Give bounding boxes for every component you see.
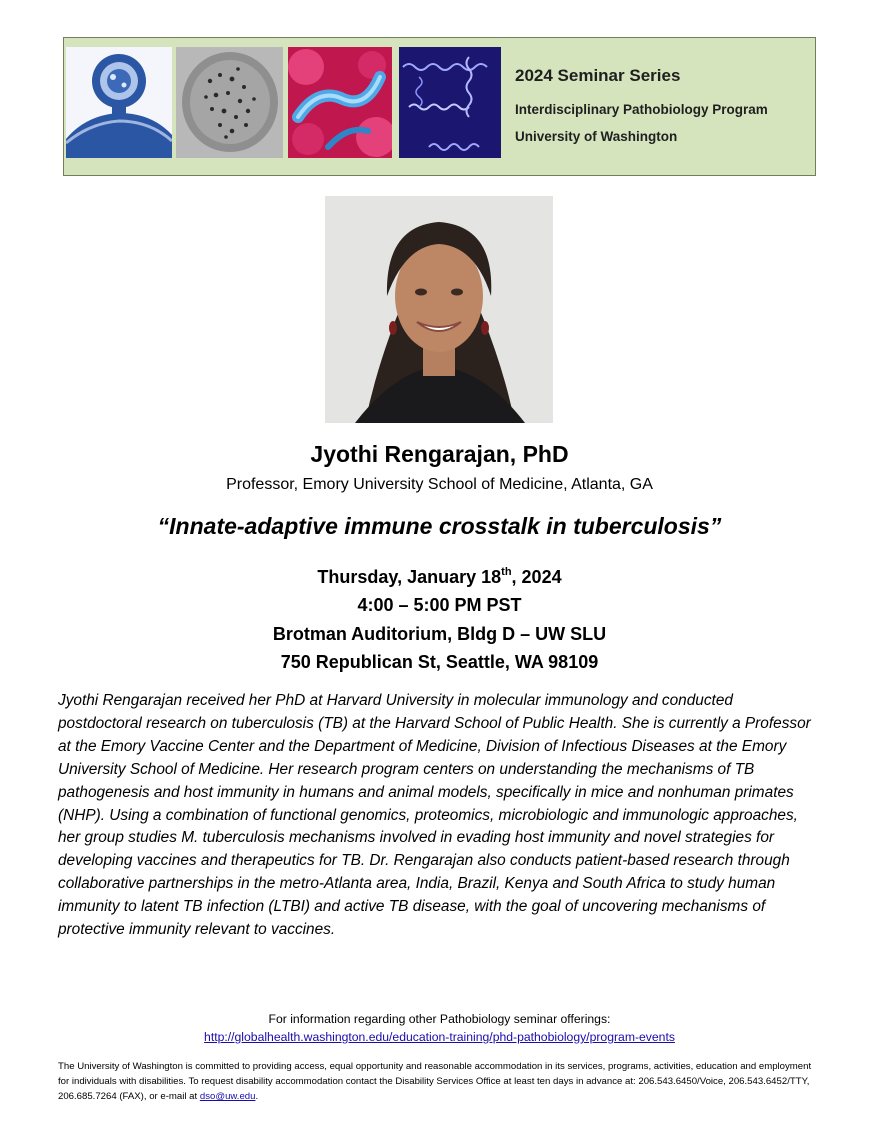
info-label: For information regarding other Pathobiology seminar offerings: bbox=[268, 1012, 611, 1026]
event-date-main: Thursday, January 18 bbox=[317, 567, 502, 587]
disclaimer-end: . bbox=[255, 1091, 259, 1102]
speaker-bio: Jyothi Rengarajan received her PhD at Harvard University in molecular immunology and conducted postdoctoral research on tuberculosis (TB) at the Harvard School of Public Health. She is currently a Professor at the Emory Vaccine Center and the Department of Medicine, Division of Infectious Diseases at the Emory University School of Medicine. Her research program centers on understanding the mechanisms of TB pathogenesis and host immunity in humans and animal models, specifically in mice and nonhuman primates (NHP). Using a combination of functional genomics, proteomics, microbiologic and immunologic approaches, her group studies M. tuberculosis mechanisms involved in evading host immunity and novel strategies for developing vaccines and therapeutics for TB. Dr. Rengarajan also conducts patient-based research through collaborative partnerships in the metro-Atlanta area, India, Brazil, Kenya and South Africa to study human immunity to latent TB infection (LTBI) and active TB disease, with the goal of uncovering mechanisms of protective immunity relevant to vaccines. bbox=[58, 692, 811, 939]
speaker-name: Jyothi Rengarajan, PhD bbox=[310, 441, 569, 467]
event-date-ordinal: th bbox=[501, 566, 512, 578]
cell-micrograph-image bbox=[176, 47, 283, 158]
banner-university: University of Washington bbox=[515, 129, 678, 144]
event-time: 4:00 – 5:00 PM PST bbox=[357, 595, 522, 615]
trypanosome-micrograph-image bbox=[288, 47, 392, 158]
accessibility-disclaimer bbox=[58, 1059, 820, 1104]
event-address: 750 Republican St, Seattle, WA 98109 bbox=[280, 652, 599, 672]
speaker-photo bbox=[325, 196, 553, 423]
virus-micrograph-image bbox=[66, 47, 172, 158]
disclaimer-text: The University of Washington is committed to providing access, equal opportunity and reasonable accommodation in its services, programs, activities, education and employment for individuals with disabilities. To request disability accommodation contact the Disability Services Office at least ten days in advance at: 206.543.6450/Voice, 206.543.6452/TTY, 206.685.7264 (FAX), or e-mail at bbox=[58, 1061, 812, 1102]
talk-title: “Innate-adaptive immune crosstalk in tuberculosis” bbox=[157, 513, 722, 539]
event-date-year: , 2024 bbox=[511, 567, 562, 587]
banner-title: 2024 Seminar Series bbox=[515, 66, 681, 85]
event-venue: Brotman Auditorium, Bldg D – UW SLU bbox=[272, 624, 607, 644]
spirochete-micrograph-image bbox=[399, 47, 501, 158]
program-events-link[interactable]: http://globalhealth.washington.edu/education-training/phd-pathobiology/program-events bbox=[204, 1030, 675, 1044]
dso-email-link[interactable]: dso@uw.edu bbox=[199, 1091, 256, 1102]
speaker-affiliation: Professor, Emory University School of Medicine, Atlanta, GA bbox=[226, 476, 653, 493]
banner-program: Interdisciplinary Pathobiology Program bbox=[515, 102, 768, 117]
seminar-banner bbox=[63, 37, 816, 176]
event-date bbox=[0, 567, 879, 588]
